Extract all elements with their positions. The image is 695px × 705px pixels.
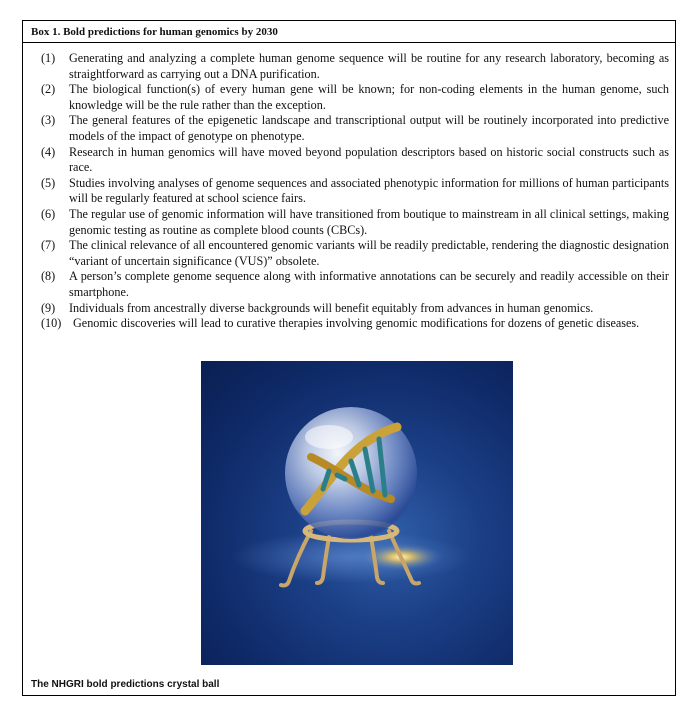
prediction-number: (3) <box>41 113 56 128</box>
sphere-highlight <box>305 425 353 449</box>
prediction-number: (6) <box>41 206 56 221</box>
prediction-item <box>41 176 669 207</box>
prediction-text: A person’s complete genome sequence along with informative annotations can be securely and readily accessible on their smartphone. <box>69 269 669 299</box>
prediction-text: Individuals from ancestrally diverse backgrounds will benefit equitably from advances in human genomics. <box>69 300 594 315</box>
prediction-item <box>41 269 669 300</box>
prediction-number: (10) <box>41 316 62 331</box>
prediction-number: (2) <box>41 82 56 97</box>
prediction-item <box>41 82 669 113</box>
prediction-number: (9) <box>41 300 56 315</box>
prediction-text: The general features of the epigenetic landscape and transcriptional output will be routinely incorporated into predictive models of the impact of genotype on phenotype. <box>69 113 669 143</box>
predictions-list <box>41 51 669 332</box>
figure-caption: The NHGRI bold predictions crystal ball <box>31 679 220 690</box>
prediction-number: (8) <box>41 269 56 284</box>
prediction-item <box>41 51 669 82</box>
prediction-item <box>41 145 669 176</box>
prediction-number: (1) <box>41 51 56 65</box>
prediction-text: Research in human genomics will have moved beyond population descriptors based on historic social constructs such as race. <box>69 144 669 175</box>
prediction-text: The regular use of genomic information will have transitioned from boutique to mainstream in all clinical settings, making genomic testing as routine as complete blood counts (CBCs). <box>69 206 669 237</box>
prediction-item <box>41 238 669 269</box>
prediction-number: (5) <box>41 175 56 190</box>
prediction-item <box>41 207 669 238</box>
prediction-text: Genomic discoveries will lead to curative therapies involving genomic modifications for dozens of genetic diseases. <box>73 316 640 331</box>
prediction-item <box>41 301 669 317</box>
bold-predictions-box <box>22 20 676 696</box>
crystal-ball-illustration <box>201 361 513 665</box>
prediction-text: The biological function(s) of every human gene will be known; for non-coding elements in the human genome, such knowledge will be the rule rather than the exception. <box>69 82 669 112</box>
prediction-item <box>41 113 669 144</box>
prediction-text: Studies involving analyses of genome sequences and associated phenotypic information for millions of human participants will be regularly featured at school science fairs. <box>69 175 669 206</box>
prediction-number: (4) <box>41 144 56 159</box>
box-title: Box 1. Bold predictions for human genomics by 2030 <box>23 21 675 43</box>
prediction-item <box>41 316 669 332</box>
prediction-number: (7) <box>41 238 56 253</box>
crystal-ball-figure <box>201 361 513 665</box>
prediction-text: The clinical relevance of all encountered genomic variants will be readily predictable, rendering the diagnostic designation “variant of uncertain significance (VUS)” obsolete. <box>69 238 669 268</box>
prediction-text: Generating and analyzing a complete human genome sequence will be routine for any research laboratory, becoming as straightforward as carrying out a DNA purification. <box>69 51 669 81</box>
